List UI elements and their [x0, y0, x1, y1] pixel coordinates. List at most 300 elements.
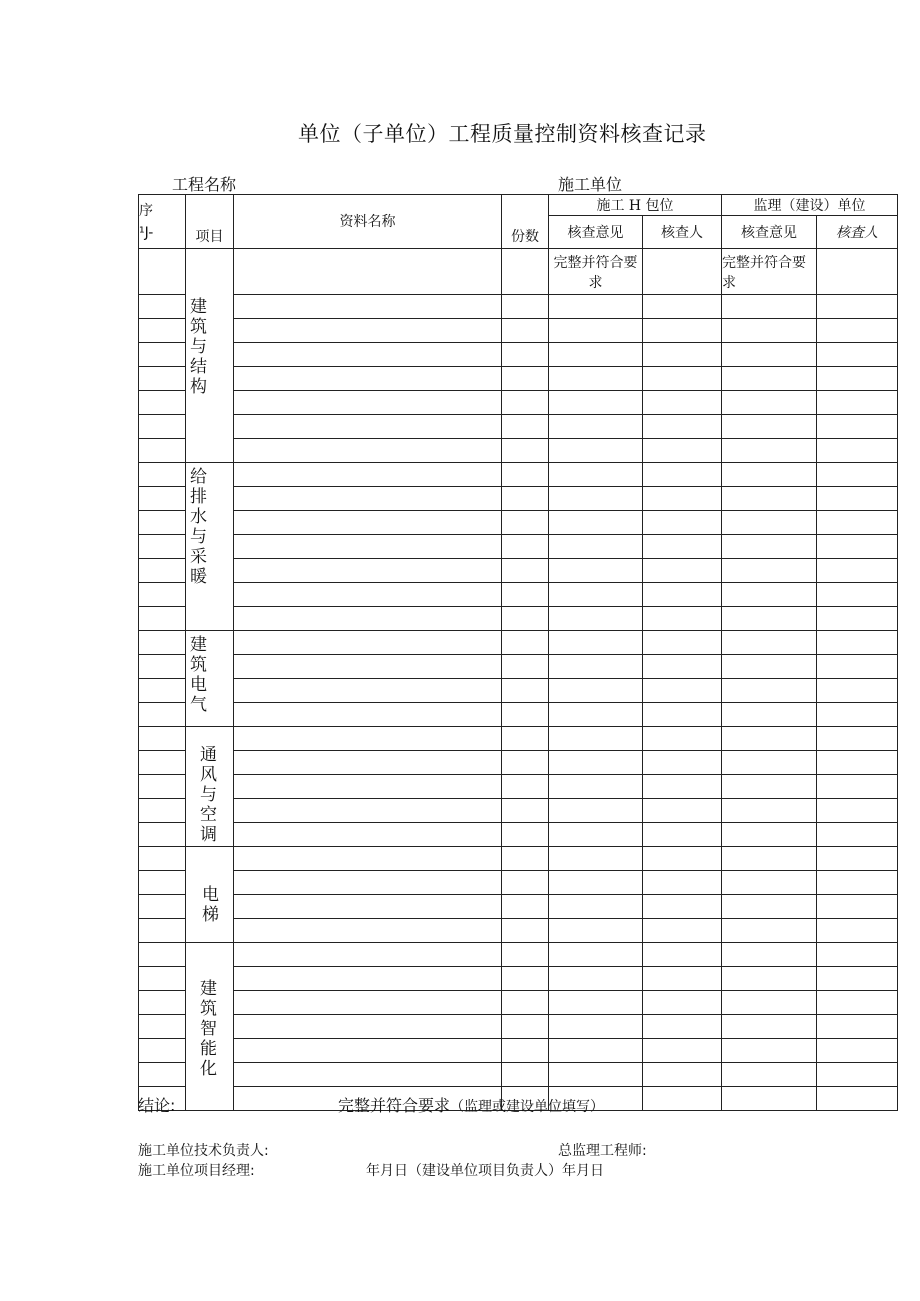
table-row [139, 991, 898, 1015]
contractor-checker-cell [643, 631, 722, 655]
count-header: 份数 [502, 195, 549, 249]
seq-cell [139, 463, 186, 487]
table-row [139, 607, 898, 631]
supervisor-opinion-cell [722, 439, 817, 463]
contractor-group-header: 施工 H 包位 [549, 195, 722, 216]
contractor-opinion-cell [549, 679, 643, 703]
supervisor-checker-cell [817, 751, 898, 775]
contractor-opinion-header: 核查意见 [549, 216, 643, 249]
category-char: 风 [200, 765, 217, 785]
contractor-checker-cell [643, 511, 722, 535]
contractor-checker-cell [643, 679, 722, 703]
table-row [139, 559, 898, 583]
supervisor-opinion-cell [722, 847, 817, 871]
contractor-checker-cell [643, 415, 722, 439]
supervisor-opinion-cell [722, 1087, 817, 1111]
supervisor-opinion-cell [722, 655, 817, 679]
seq-cell [139, 559, 186, 583]
category-char: 与 [190, 337, 207, 357]
supervisor-checker-cell [817, 943, 898, 967]
contractor-opinion-cell [549, 511, 643, 535]
seq-cell [139, 415, 186, 439]
document-name-cell [234, 919, 502, 943]
table-row [139, 343, 898, 367]
table-row [139, 919, 898, 943]
seq-cell [139, 319, 186, 343]
count-cell [502, 487, 549, 511]
category-cell [186, 847, 234, 943]
supervisor-checker-cell [817, 607, 898, 631]
document-name-cell [234, 487, 502, 511]
count-cell [502, 511, 549, 535]
count-cell [502, 943, 549, 967]
conclusion-label: 结论: [138, 1096, 176, 1115]
supervisor-opinion-cell [722, 967, 817, 991]
contractor-checker-cell [643, 439, 722, 463]
document-name-cell [234, 871, 502, 895]
supervisor-checker-cell [817, 703, 898, 727]
count-cell [502, 655, 549, 679]
contractor-checker-cell [643, 655, 722, 679]
supervisor-opinion-cell [722, 823, 817, 847]
category-cell [186, 943, 234, 1111]
document-name-cell [234, 607, 502, 631]
contractor-checker-cell [643, 559, 722, 583]
document-name-cell [234, 823, 502, 847]
name-header: 资料名称 [234, 195, 502, 249]
seq-cell [139, 871, 186, 895]
count-cell [502, 1015, 549, 1039]
document-name-cell [234, 847, 502, 871]
contractor-checker-cell [643, 775, 722, 799]
supervisor-checker-cell [817, 655, 898, 679]
signature-dates: 年月日（建设单位项目负责人）年月日 [366, 1163, 604, 1179]
contractor-checker-cell [643, 991, 722, 1015]
contractor-opinion-cell [549, 655, 643, 679]
supervisor-opinion-cell [722, 751, 817, 775]
count-cell [502, 679, 549, 703]
seq-header: 序 ¹J- [139, 195, 186, 249]
count-cell [502, 415, 549, 439]
supervisor-checker-cell [817, 487, 898, 511]
supervisor-checker-cell [817, 249, 898, 295]
document-name-cell [234, 319, 502, 343]
count-cell [502, 847, 549, 871]
supervisor-checker-cell [817, 1015, 898, 1039]
count-cell [502, 895, 549, 919]
supervisor-opinion-cell [722, 871, 817, 895]
supervisor-opinion-cell [722, 775, 817, 799]
count-cell [502, 559, 549, 583]
count-cell [502, 295, 549, 319]
count-cell [502, 967, 549, 991]
category-char: 通 [200, 745, 217, 765]
table-row [139, 895, 898, 919]
category-char: 调 [200, 825, 217, 845]
category-char: 结 [190, 357, 207, 377]
seq-cell [139, 727, 186, 751]
contractor-opinion-cell [549, 1039, 643, 1063]
table-row [139, 967, 898, 991]
supervisor-checker-cell [817, 559, 898, 583]
seq-cell [139, 655, 186, 679]
contractor-opinion-cell [549, 367, 643, 391]
table-row [139, 415, 898, 439]
category-char: 能 [200, 1039, 217, 1059]
category-char: 建 [200, 979, 217, 999]
contractor-checker-cell [643, 751, 722, 775]
seq-cell [139, 631, 186, 655]
supervisor-opinion-cell [722, 679, 817, 703]
supervisor-checker-cell [817, 1087, 898, 1111]
table-row [139, 439, 898, 463]
document-name-cell [234, 703, 502, 727]
pm-label: 施工单位项目经理: [138, 1163, 255, 1179]
contractor-opinion-cell [549, 967, 643, 991]
count-cell [502, 607, 549, 631]
table-row [139, 823, 898, 847]
count-cell [502, 391, 549, 415]
chief-engineer-label: 总监理工程师: [558, 1143, 647, 1159]
contractor-checker-cell [643, 895, 722, 919]
contractor-checker-cell [643, 487, 722, 511]
supervisor-opinion-cell: 完整并符合要求 [722, 249, 817, 295]
table-row [139, 319, 898, 343]
contractor-checker-cell [643, 967, 722, 991]
seq-cell [139, 535, 186, 559]
table-row [139, 1039, 898, 1063]
seq-cell [139, 391, 186, 415]
contractor-checker-cell [643, 823, 722, 847]
seq-cell [139, 439, 186, 463]
seq-cell [139, 607, 186, 631]
item-header: 项目 [186, 195, 234, 249]
document-name-cell [234, 343, 502, 367]
document-name-cell [234, 249, 502, 295]
count-cell [502, 249, 549, 295]
table-row [139, 535, 898, 559]
category-label-3 [186, 631, 233, 715]
category-cell [186, 727, 234, 847]
tech-lead-label: 施工单位技术负责人: [138, 1143, 269, 1159]
table-row [139, 487, 898, 511]
contractor-opinion-cell [549, 799, 643, 823]
contractor-checker-cell [643, 535, 722, 559]
page-title: 单位（子单位）工程质量控制资料核查记录 [298, 122, 707, 146]
supervisor-checker-cell [817, 367, 898, 391]
category-label-2 [186, 463, 233, 587]
document-name-cell [234, 1015, 502, 1039]
contractor-checker-cell [643, 343, 722, 367]
supervisor-checker-cell [817, 295, 898, 319]
contractor-checker-cell [643, 703, 722, 727]
count-cell [502, 727, 549, 751]
contractor-opinion-cell [549, 847, 643, 871]
category-char: 化 [200, 1059, 217, 1079]
contractor-opinion-cell [549, 751, 643, 775]
count-cell [502, 871, 549, 895]
document-name-cell [234, 895, 502, 919]
supervisor-opinion-cell [722, 391, 817, 415]
table-row [139, 775, 898, 799]
document-name-cell [234, 799, 502, 823]
supervisor-checker-cell [817, 391, 898, 415]
construction-unit-label: 施工单位 [558, 175, 623, 194]
supervisor-opinion-cell [722, 319, 817, 343]
seq-cell [139, 847, 186, 871]
contractor-checker-cell [643, 727, 722, 751]
supervisor-checker-cell [817, 967, 898, 991]
seq-cell [139, 679, 186, 703]
document-name-cell [234, 775, 502, 799]
contractor-opinion-cell [549, 1063, 643, 1087]
contractor-checker-header: 核查人 [643, 216, 722, 249]
supervisor-opinion-cell [722, 487, 817, 511]
supervisor-checker-cell [817, 583, 898, 607]
supervisor-opinion-header: 核查意见 [722, 216, 817, 249]
supervisor-opinion-cell [722, 559, 817, 583]
table-row [139, 249, 898, 295]
supervisor-checker-cell [817, 319, 898, 343]
count-cell [502, 1039, 549, 1063]
supervisor-opinion-cell [722, 463, 817, 487]
category-char: 构 [190, 377, 207, 397]
supervisor-opinion-cell [722, 415, 817, 439]
supervisor-checker-header: 核査人 [817, 216, 898, 249]
document-name-cell [234, 439, 502, 463]
seq-cell [139, 1015, 186, 1039]
review-table [138, 194, 898, 1111]
contractor-checker-cell [643, 871, 722, 895]
seq-cell [139, 249, 186, 295]
supervisor-checker-cell [817, 823, 898, 847]
supervisor-opinion-cell [722, 583, 817, 607]
category-char: 电 [190, 675, 207, 695]
seq-cell [139, 343, 186, 367]
supervisor-opinion-cell [722, 727, 817, 751]
supervisor-checker-cell [817, 775, 898, 799]
category-char: 建 [190, 297, 207, 317]
category-char: 排 [190, 487, 207, 507]
supervisor-opinion-cell [722, 631, 817, 655]
contractor-opinion-cell [549, 535, 643, 559]
document-name-cell [234, 463, 502, 487]
supervisor-opinion-cell [722, 367, 817, 391]
count-cell [502, 991, 549, 1015]
contractor-opinion-cell [549, 823, 643, 847]
category-char: 筑 [190, 655, 207, 675]
supervisor-checker-cell [817, 919, 898, 943]
document-name-cell [234, 367, 502, 391]
table-row [139, 943, 898, 967]
supervisor-opinion-cell [722, 511, 817, 535]
contractor-checker-cell [643, 295, 722, 319]
contractor-opinion-cell [549, 415, 643, 439]
table-row [139, 1063, 898, 1087]
document-name-cell [234, 1039, 502, 1063]
contractor-checker-cell [643, 391, 722, 415]
table-row [139, 751, 898, 775]
document-name-cell [234, 943, 502, 967]
conclusion-text: 完整并符合要求（监理或建设单位填写） [338, 1096, 605, 1115]
supervisor-checker-cell [817, 415, 898, 439]
contractor-checker-cell [643, 463, 722, 487]
supervisor-checker-cell [817, 799, 898, 823]
category-char: 智 [200, 1019, 217, 1039]
contractor-checker-cell [643, 583, 722, 607]
seq-cell [139, 511, 186, 535]
seq-cell [139, 583, 186, 607]
category-char: 暖 [190, 567, 207, 587]
contractor-opinion-cell [549, 559, 643, 583]
supervisor-checker-cell [817, 535, 898, 559]
category-cell [186, 463, 234, 631]
contractor-opinion-cell [549, 319, 643, 343]
count-cell [502, 319, 549, 343]
contractor-opinion-cell [549, 943, 643, 967]
supervisor-opinion-cell [722, 991, 817, 1015]
count-cell [502, 439, 549, 463]
category-char: 水 [190, 507, 207, 527]
category-label-6 [186, 943, 233, 1079]
seq-cell [139, 1063, 186, 1087]
table-row [139, 799, 898, 823]
count-cell [502, 751, 549, 775]
contractor-opinion-cell [549, 919, 643, 943]
count-cell [502, 799, 549, 823]
contractor-checker-cell [643, 249, 722, 295]
count-cell [502, 367, 549, 391]
supervisor-checker-cell [817, 463, 898, 487]
document-name-cell [234, 415, 502, 439]
seq-cell [139, 703, 186, 727]
supervisor-opinion-cell [722, 1063, 817, 1087]
table-row [139, 631, 898, 655]
seq-cell [139, 991, 186, 1015]
count-cell [502, 343, 549, 367]
table-row [139, 1015, 898, 1039]
document-name-cell [234, 535, 502, 559]
seq-cell [139, 295, 186, 319]
seq-cell [139, 943, 186, 967]
document-name-cell [234, 559, 502, 583]
contractor-checker-cell [643, 607, 722, 631]
contractor-opinion-cell [549, 463, 643, 487]
category-char: 梯 [202, 905, 219, 925]
count-cell [502, 631, 549, 655]
supervisor-opinion-cell [722, 607, 817, 631]
category-char: 采 [190, 547, 207, 567]
supervisor-opinion-cell [722, 943, 817, 967]
contractor-checker-cell [643, 1087, 722, 1111]
supervisor-checker-cell [817, 847, 898, 871]
category-char: 与 [190, 527, 207, 547]
table-row [139, 463, 898, 487]
document-name-cell [234, 967, 502, 991]
category-char: 气 [190, 695, 207, 715]
contractor-opinion-cell [549, 991, 643, 1015]
contractor-opinion-cell [549, 703, 643, 727]
table-row [139, 679, 898, 703]
supervisor-opinion-cell [722, 919, 817, 943]
count-cell [502, 463, 549, 487]
document-name-cell [234, 583, 502, 607]
category-char: 给 [190, 467, 207, 487]
supervisor-checker-cell [817, 343, 898, 367]
table-row [139, 391, 898, 415]
contractor-checker-cell [643, 919, 722, 943]
contractor-checker-cell [643, 1063, 722, 1087]
contractor-checker-cell [643, 1015, 722, 1039]
contractor-opinion-cell [549, 583, 643, 607]
seq-cell [139, 799, 186, 823]
document-name-cell [234, 295, 502, 319]
supervisor-checker-cell [817, 1039, 898, 1063]
seq-cell [139, 367, 186, 391]
table-row [139, 367, 898, 391]
seq-cell [139, 919, 186, 943]
category-char: 建 [190, 635, 207, 655]
category-label-1 [186, 249, 233, 397]
contractor-opinion-cell [549, 343, 643, 367]
category-char: 电 [202, 885, 219, 905]
table-row [139, 583, 898, 607]
category-char: 空 [200, 805, 217, 825]
document-name-cell [234, 679, 502, 703]
table-row [139, 295, 898, 319]
contractor-opinion-cell [549, 295, 643, 319]
document-name-cell [234, 631, 502, 655]
supervisor-checker-cell [817, 631, 898, 655]
contractor-opinion-cell [549, 727, 643, 751]
supervisor-opinion-cell [722, 799, 817, 823]
seq-cell [139, 751, 186, 775]
contractor-opinion-cell [549, 439, 643, 463]
seq-cell [139, 487, 186, 511]
contractor-opinion-cell [549, 871, 643, 895]
table-row [139, 511, 898, 535]
contractor-opinion-cell [549, 775, 643, 799]
supervisor-opinion-cell [722, 1039, 817, 1063]
table-row [139, 703, 898, 727]
document-name-cell [234, 511, 502, 535]
supervisor-opinion-cell [722, 703, 817, 727]
contractor-checker-cell [643, 943, 722, 967]
supervisor-opinion-cell [722, 295, 817, 319]
supervisor-opinion-cell [722, 535, 817, 559]
document-name-cell [234, 655, 502, 679]
seq-cell [139, 967, 186, 991]
supervisor-checker-cell [817, 679, 898, 703]
contractor-opinion-cell [549, 487, 643, 511]
seq-cell [139, 895, 186, 919]
supervisor-checker-cell [817, 895, 898, 919]
project-name-label: 工程名称 [172, 175, 237, 194]
supervisor-checker-cell [817, 1063, 898, 1087]
contractor-checker-cell [643, 319, 722, 343]
contractor-checker-cell [643, 367, 722, 391]
seq-cell [139, 1039, 186, 1063]
table-row [139, 871, 898, 895]
supervisor-checker-cell [817, 991, 898, 1015]
contractor-checker-cell [643, 1039, 722, 1063]
contractor-checker-cell [643, 799, 722, 823]
contractor-opinion-cell [549, 631, 643, 655]
supervisor-checker-cell [817, 871, 898, 895]
contractor-opinion-cell [549, 1015, 643, 1039]
contractor-opinion-cell: 完整并符合要求 [549, 249, 643, 295]
document-name-cell [234, 1063, 502, 1087]
